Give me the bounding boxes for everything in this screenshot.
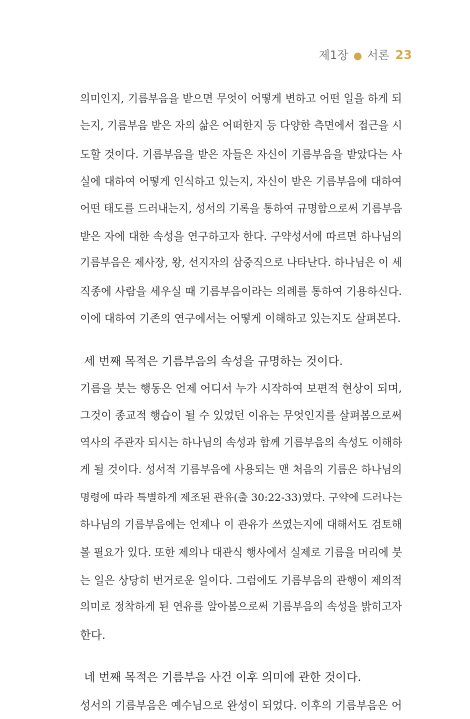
text-line: 기름을 붓는 행동은 언제 어디서 누가 시작하여 보편적 현상이 되며, — [80, 382, 402, 396]
text-line: 는 일은 상당히 번거로운 일이다. 그럼에도 기름부음의 관행이 제의적 — [80, 573, 402, 587]
text-line: 직종에 사람을 세우실 때 기름부음이라는 의례를 통하여 기용하신다. — [80, 284, 402, 298]
text-line: 볼 필요가 있다. 또한 제의나 대관식 행사에서 실제로 기름을 머리에 붓 — [80, 546, 402, 559]
paragraph-3 — [80, 375, 402, 649]
text-line: 그것이 종교적 행습이 될 수 있었던 이유는 무엇인지를 살펴봄으로써 — [80, 409, 402, 423]
text-line: 어떤 태도를 드러내는지, 성서의 기록을 통하여 규명함으로써 기름부음 — [80, 202, 402, 215]
text-line: 게 될 것이다. 성서적 기름부음에 사용되는 맨 처음의 기름은 하나님의 — [80, 464, 402, 477]
paragraph-4 — [80, 692, 402, 719]
text-line: 역사의 주관자 되시는 하나님의 속성과 함께 기름부음의 속성도 이해하 — [80, 436, 402, 449]
section-gap — [80, 649, 402, 664]
running-head — [319, 47, 412, 63]
text-line: 기름부음은 제사장, 왕, 선지자의 삼중직으로 나타난다. 하나님은 이 세 — [80, 257, 402, 270]
body-text — [80, 86, 402, 719]
bullet-separator-icon: ● — [353, 51, 363, 62]
section-label: 서론 — [367, 48, 390, 62]
purpose-heading-4: 네 번째 목적은 기름부음 사건 이후 의미에 관한 것이다. — [84, 670, 362, 685]
text-line: 한다. — [80, 628, 106, 642]
text-line: 도할 것이다. 기름부음을 받은 자들은 자신이 기름부음을 받았다는 사 — [80, 147, 402, 161]
text-line: 실에 대하여 어떻게 인식하고 있는지, 자신이 받은 기름부음에 대하여 — [80, 175, 402, 189]
purpose-heading-3: 세 번째 목적은 기름부음의 속성을 규명하는 것이다. — [84, 353, 343, 368]
chapter-label: 제1장 — [318, 48, 349, 62]
text-line: 이에 대하여 기존의 연구에서는 어떻게 이해하고 있는지도 살펴본다. — [80, 312, 401, 326]
paragraph-1 — [80, 86, 402, 333]
page-number: 23 — [395, 48, 412, 62]
text-line: 의미로 정착하게 된 연유를 알아봄으로써 기름부음의 속성을 밝히고자 — [80, 601, 402, 614]
text-line: 의미인지, 기름부음을 받으면 무엇이 어떻게 변하고 어떤 일을 하게 되 — [80, 93, 402, 105]
section-gap — [80, 333, 402, 348]
text-line: 하나님의 기름부음에는 언제나 이 관유가 쓰였는지에 대해서도 검토해 — [80, 519, 402, 532]
text-line: 받은 자에 대한 속성을 연구하고자 한다. 구약성서에 따르면 하나님의 — [80, 230, 402, 244]
text-line: 성서의 기름부음은 예수님으로 완성이 되었다. 이후의 기름부음은 어 — [80, 698, 402, 712]
text-line: 는지, 기름부음 받은 자의 삶은 어떠한지 등 다양한 측면에서 접근을 시 — [80, 120, 402, 133]
text-line: 명령에 따라 특별하게 제조된 관유(출 30:22-33)였다. 구약에 드러나는 — [80, 491, 402, 504]
